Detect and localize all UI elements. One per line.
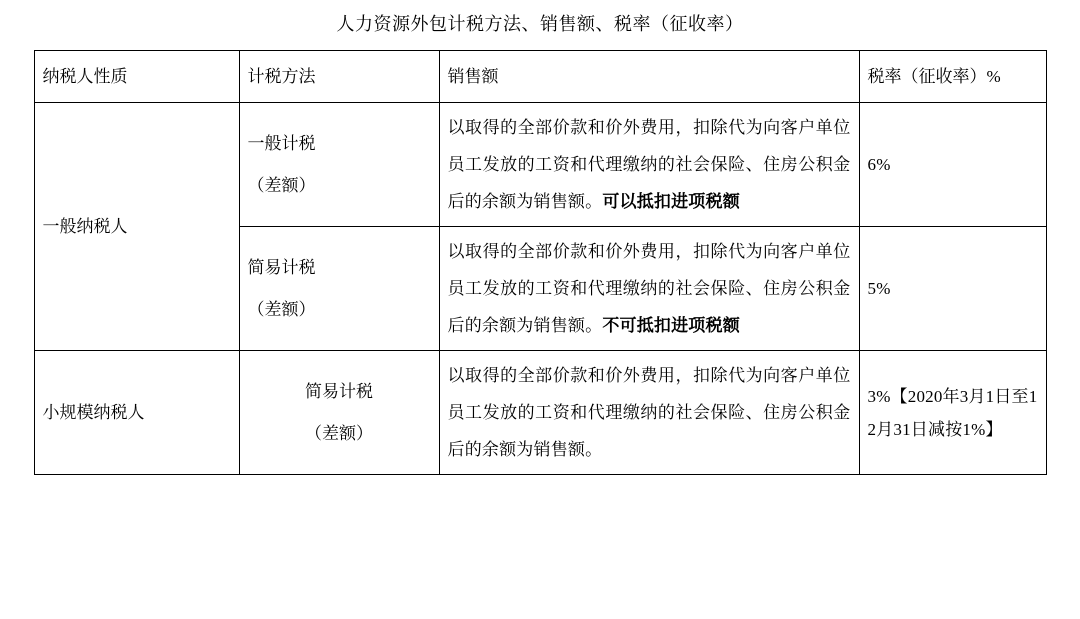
table-header-tax-method: 计税方法 xyxy=(239,51,439,103)
table-header-sales-amount: 销售额 xyxy=(439,51,859,103)
cell-taxpayer-type-small-scale: 小规模纳税人 xyxy=(34,351,239,475)
sales-text-plain: 以取得的全部价款和价外费用，扣除代为向客户单位员工发放的工资和代理缴纳的社会保险、住房公积金后的余额为销售额。 xyxy=(447,242,851,335)
table-row xyxy=(34,351,1046,475)
cell-tax-method-general xyxy=(239,103,439,227)
table-row xyxy=(34,103,1046,227)
cell-tax-rate-general: 6% xyxy=(859,103,1046,227)
cell-tax-rate-small-scale: 3%【2020年3月1日至12月31日减按1%】 xyxy=(859,351,1046,475)
sales-text-plain: 以取得的全部价款和价外费用，扣除代为向客户单位员工发放的工资和代理缴纳的社会保险、住房公积金后的余额为销售额。 xyxy=(447,118,851,211)
sales-text-bold: 不可抵扣进项税额 xyxy=(602,316,740,335)
cell-sales-amount-small-scale xyxy=(439,351,859,475)
tax-method-sub: （差额） xyxy=(247,299,316,319)
table-header-tax-rate: 税率（征收率）% xyxy=(859,51,1046,103)
cell-sales-amount-simple-general xyxy=(439,227,859,351)
tax-method-sub: （差额） xyxy=(305,423,373,443)
tax-method-sub: （差额） xyxy=(247,175,316,195)
tax-method-name: 一般计税 xyxy=(247,133,316,153)
page-title: 人力资源外包计税方法、销售额、税率（征收率） xyxy=(336,14,744,34)
cell-taxpayer-type-general: 一般纳税人 xyxy=(34,103,239,351)
tax-method-name: 简易计税 xyxy=(305,381,373,401)
table-header-taxpayer-type: 纳税人性质 xyxy=(34,51,239,103)
table-header-row xyxy=(34,51,1046,103)
cell-tax-method-small-scale xyxy=(239,351,439,475)
sales-text-plain: 以取得的全部价款和价外费用，扣除代为向客户单位员工发放的工资和代理缴纳的社会保险、住房公积金后的余额为销售额。 xyxy=(447,366,851,459)
sales-text-bold: 可以抵扣进项税额 xyxy=(602,192,740,211)
tax-method-name: 简易计税 xyxy=(247,257,316,277)
tax-table xyxy=(34,50,1047,475)
cell-tax-method-simple-general xyxy=(239,227,439,351)
cell-sales-amount-general xyxy=(439,103,859,227)
cell-tax-rate-simple-general: 5% xyxy=(859,227,1046,351)
